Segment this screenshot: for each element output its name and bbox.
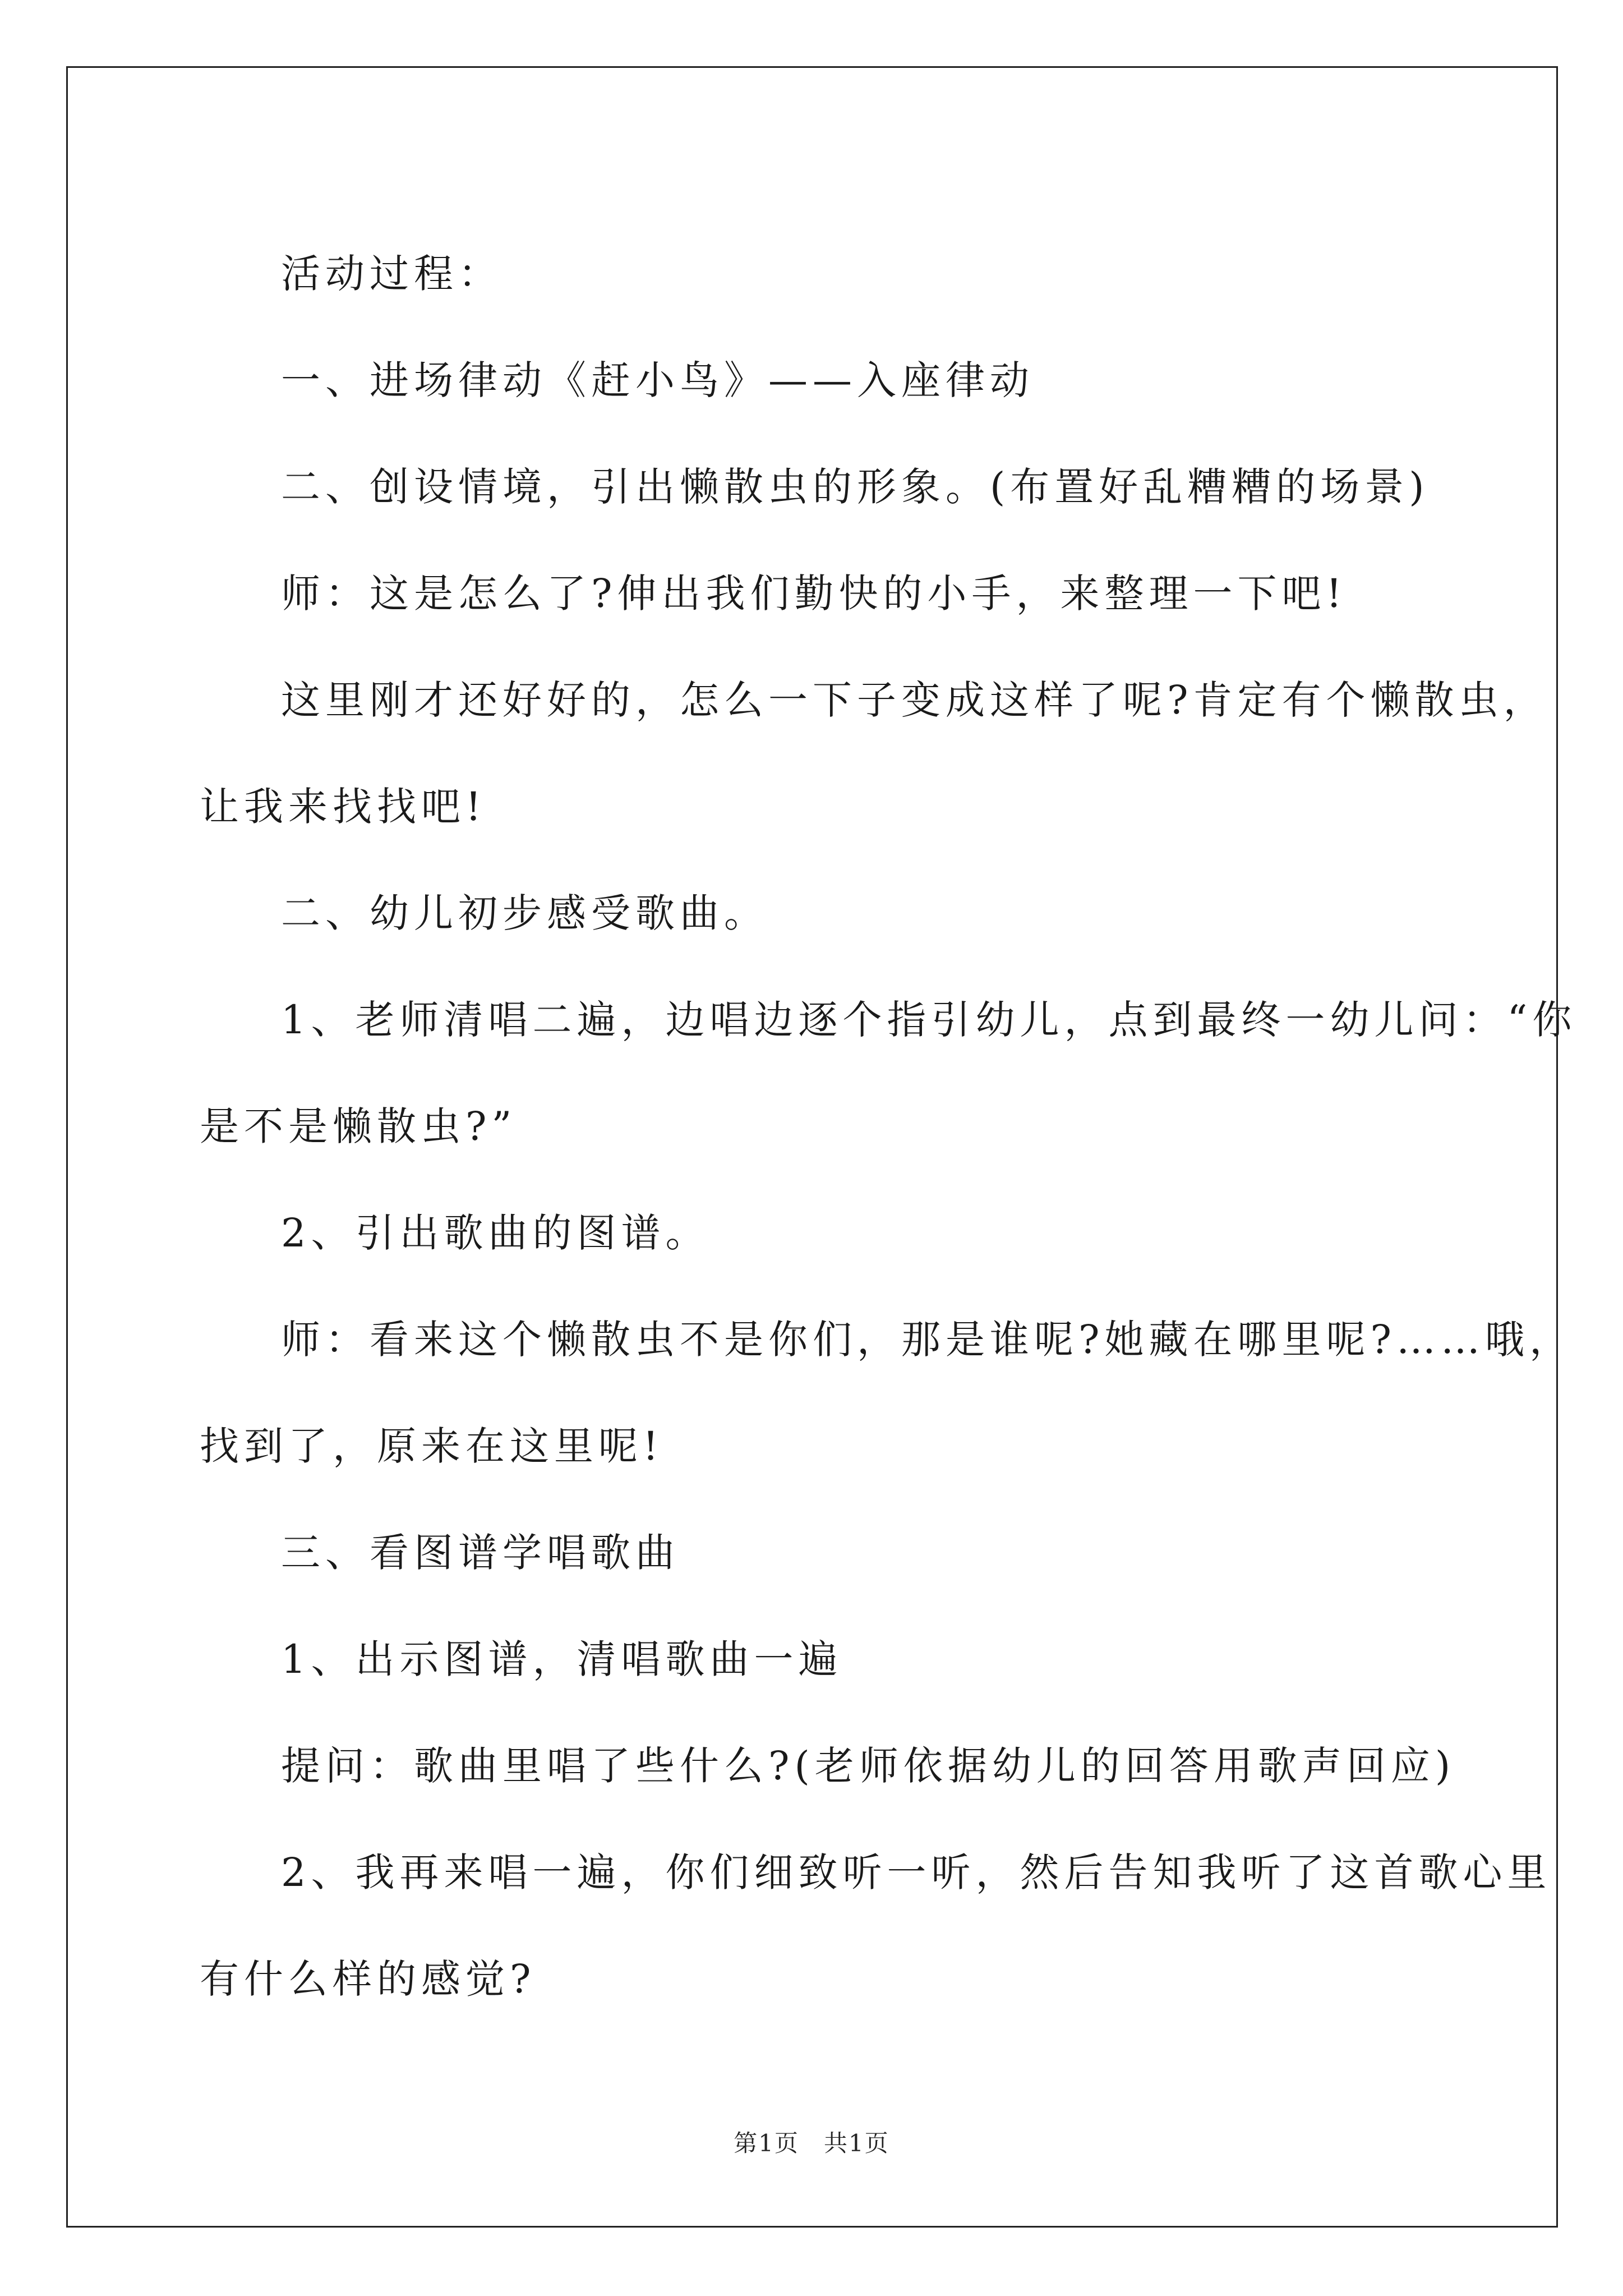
paragraph-question [200, 1713, 1490, 1819]
text-line: 师：这是怎么了?伸出我们勤快的小手，来整理一下吧! [281, 570, 1347, 616]
text-line: 二、创设情境，引出懒散虫的形象。(布置好乱糟糟的场景) [281, 464, 1430, 510]
text-line: 提问：歌曲里唱了些什么?(老师依据幼儿的回答用歌声回应) [281, 1743, 1456, 1789]
paragraph-activity-process [200, 220, 1490, 327]
paragraph-song-chart [200, 1180, 1490, 1286]
text-line: 这里刚才还好好的，怎么一下子变成这样了呢?肯定有个懒散虫， [281, 677, 1548, 723]
page-number: 第1页 共1页 [734, 2129, 889, 2157]
text-line: 2、我再来唱一遍，你们细致听一听，然后告知我听了这首歌心里 [281, 1849, 1552, 1895]
paragraph-find-lazy-bug [200, 647, 1548, 860]
document-body [200, 220, 1577, 2032]
text-line: 让我来找找吧! [200, 784, 487, 830]
paragraph-sing-again [200, 1819, 1552, 2032]
paragraph-teacher-tidy [200, 540, 1490, 647]
paragraph-teacher-sings [200, 967, 1577, 1180]
paragraph-entry-rhythm [200, 327, 1490, 434]
text-line: 1、老师清唱二遍，边唱边逐个指引幼儿，点到最终一幼儿问：“你 [281, 997, 1577, 1043]
paragraph-create-scene [200, 434, 1490, 540]
text-line: 三、看图谱学唱歌曲 [281, 1530, 680, 1576]
paragraph-where-hidden [200, 1286, 1574, 1499]
text-line: 二、幼儿初步感受歌曲。 [281, 890, 768, 936]
text-line: 一、进场律动《赶小鸟》——入座律动 [281, 357, 1034, 403]
text-line: 2、引出歌曲的图谱。 [281, 1210, 710, 1256]
text-line: 是不是懒散虫?” [200, 1103, 517, 1149]
text-line: 师：看来这个懒散虫不是你们，那是谁呢?她藏在哪里呢?……哦， [281, 1317, 1574, 1363]
paragraph-learn-song [200, 1499, 1490, 1606]
text-line: 活动过程： [281, 251, 502, 297]
text-line: 找到了，原来在这里呢! [200, 1423, 664, 1469]
paragraph-show-chart [200, 1606, 1490, 1713]
text-line: 有什么样的感觉? [200, 1956, 536, 2002]
paragraph-feel-song [200, 860, 1490, 967]
text-line: 1、出示图谱，清唱歌曲一遍 [281, 1636, 843, 1682]
